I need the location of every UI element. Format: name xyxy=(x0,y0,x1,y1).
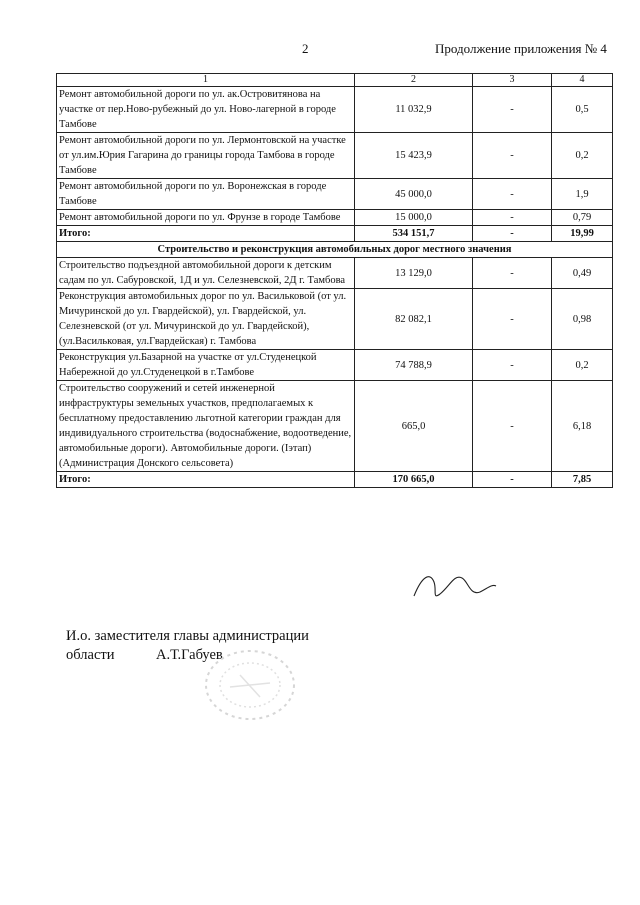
column-number: 4 xyxy=(552,74,613,87)
row-name: Ремонт автомобильной дороги по ул. ак.Островитянова на участке от пер.Ново-рубежный до ул. Ново-лагерной в городе Тамбове xyxy=(57,87,355,133)
row-km: 0,2 xyxy=(552,133,613,179)
total-row xyxy=(57,226,613,242)
row-name: Ремонт автомобильной дороги по ул. Лермонтовской на участке от ул.им.Юрия Гагарина до границы города Тамбова в городе Тамбове xyxy=(57,133,355,179)
row-name: Строительство сооружений и сетей инженерной инфраструктуры земельных участков, предполагаемых к бесплатному предоставлению льготной категории граждан для индивидуального строительства (водоснабжение, водоотведение, автомобильные дороги). Автомобильные дороги. (Iэтап) (Администрация Донского сельсовета) xyxy=(57,381,355,472)
row-amount: 11 032,9 xyxy=(355,87,473,133)
row-amount: 665,0 xyxy=(355,381,473,472)
section-header-row xyxy=(57,242,613,258)
total-col3: - xyxy=(473,472,552,488)
row-col3: - xyxy=(473,258,552,289)
appendix-note: Продолжение приложения № 4 xyxy=(435,41,607,56)
column-number: 2 xyxy=(355,74,473,87)
row-km: 0,79 xyxy=(552,210,613,226)
row-col3: - xyxy=(473,179,552,210)
row-col3: - xyxy=(473,289,552,350)
row-name: Ремонт автомобильной дороги по ул. Фрунзе в городе Тамбове xyxy=(57,210,355,226)
handwritten-signature xyxy=(410,566,500,606)
table-row xyxy=(57,289,613,350)
row-amount: 45 000,0 xyxy=(355,179,473,210)
total-km: 19,99 xyxy=(552,226,613,242)
row-col3: - xyxy=(473,87,552,133)
column-number: 1 xyxy=(57,74,355,87)
row-amount: 74 788,9 xyxy=(355,350,473,381)
row-amount: 15 000,0 xyxy=(355,210,473,226)
table-row xyxy=(57,350,613,381)
faded-stamp xyxy=(200,645,300,725)
row-km: 0,5 xyxy=(552,87,613,133)
row-col3: - xyxy=(473,381,552,472)
total-row xyxy=(57,472,613,488)
table-row xyxy=(57,258,613,289)
row-km: 0,49 xyxy=(552,258,613,289)
page-number: 2 xyxy=(302,41,309,56)
row-name: Реконструкция автомобильных дорог по ул. Васильковой (от ул. Мичуринской до ул. Гвардейской), ул. Гвардейской, ул. Селезневской (от ул. Мичуринской до ул. Гвардейской), (ул.Васильковая, ул.Гвардейская) г. Тамбова xyxy=(57,289,355,350)
total-col3: - xyxy=(473,226,552,242)
signatory-position-cont: области xyxy=(66,647,115,663)
row-km: 0,98 xyxy=(552,289,613,350)
row-name: Реконструкция ул.Базарной на участке от ул.Студенецкой Набережной до ул.Студенецкой в г.Тамбове xyxy=(57,350,355,381)
column-number-row xyxy=(57,74,613,87)
signatory-name: А.Т.Габуев xyxy=(156,647,223,663)
total-km: 7,85 xyxy=(552,472,613,488)
row-amount: 82 082,1 xyxy=(355,289,473,350)
section-title: Строительство и реконструкция автомобильных дорог местного значения xyxy=(57,242,613,258)
row-km: 1,9 xyxy=(552,179,613,210)
row-km: 0,2 xyxy=(552,350,613,381)
total-label: Итого: xyxy=(57,472,355,488)
signatory-position: И.о. заместителя главы администрации xyxy=(66,628,309,644)
table-row xyxy=(57,210,613,226)
row-amount: 15 423,9 xyxy=(355,133,473,179)
row-col3: - xyxy=(473,133,552,179)
row-col3: - xyxy=(473,210,552,226)
table-row xyxy=(57,87,613,133)
column-number: 3 xyxy=(473,74,552,87)
total-amount: 170 665,0 xyxy=(355,472,473,488)
table-row xyxy=(57,381,613,472)
table-row xyxy=(57,179,613,210)
row-km: 6,18 xyxy=(552,381,613,472)
total-amount: 534 151,7 xyxy=(355,226,473,242)
row-name: Строительство подъездной автомобильной дороги к детским садам по ул. Сабуровской, 1Д и ул. Селезневской, 2Д г. Тамбова xyxy=(57,258,355,289)
table-row xyxy=(57,133,613,179)
row-col3: - xyxy=(473,350,552,381)
row-name: Ремонт автомобильной дороги по ул. Воронежская в городе Тамбове xyxy=(57,179,355,210)
data-table xyxy=(56,73,613,488)
row-amount: 13 129,0 xyxy=(355,258,473,289)
total-label: Итого: xyxy=(57,226,355,242)
